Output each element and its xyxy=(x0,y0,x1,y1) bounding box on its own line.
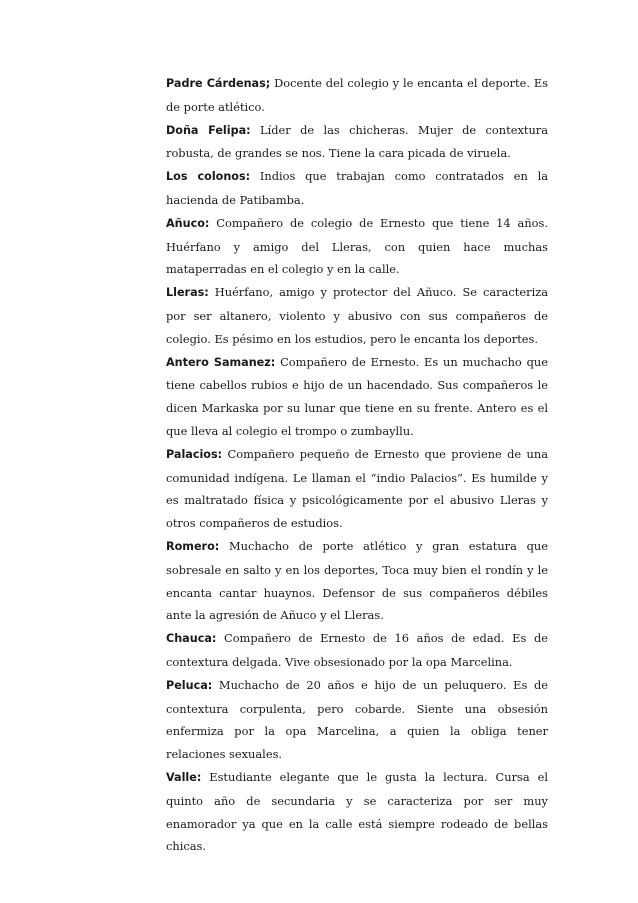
character-description: Compañero de Ernesto. Es un muchacho que tiene cabellos rubios e hijo de un hacendado. Sus compañeros le dicen Markaska por su lunar que tiene en su frente. Antero es el que lleva al colegio el trompo o zumbayllu. xyxy=(166,354,548,438)
character-name: Los colonos: xyxy=(166,170,251,184)
character-entry-peluca xyxy=(166,674,548,766)
character-description: Huérfano, amigo y protector del Añuco. Se caracteriza por ser altanero, violento y abusivo con sus compañeros de colegio. Es pésimo en los estudios, pero le encanta los deportes. xyxy=(166,285,549,346)
character-entry-romero xyxy=(166,535,548,627)
character-entry-padre-cardenas xyxy=(166,72,548,119)
character-name: Romero: xyxy=(166,539,220,553)
character-description: Muchacho de 20 años e hijo de un peluquero. Es de contextura corpulenta, pero cobarde. Siente una obsesión enfermiza por la opa Marcelina, a quien la obliga tener relaciones sexuales. xyxy=(166,677,548,762)
character-entry-anuco xyxy=(166,212,548,281)
character-name: Peluca: xyxy=(166,678,213,692)
character-description: Estudiante elegante que le gusta la lectura. Cursa el quinto año de secundaria y se caracteriza por ser muy enamorador ya que en la calle está siempre rodeado de bellas chicas. xyxy=(166,769,548,854)
character-entry-antero-samanez xyxy=(166,351,548,443)
character-name: Lleras: xyxy=(166,286,209,300)
character-description: Compañero de Ernesto de 16 años de edad. Es de contextura delgada. Vive obsesionado por la opa Marcelina. xyxy=(166,631,548,669)
character-description: Indios que trabajan como contratados en la hacienda de Patibamba. xyxy=(166,169,549,207)
character-entry-chauca xyxy=(166,627,548,674)
character-description: Compañero pequeño de Ernesto que proviene de una comunidad indígena. Le llaman el “indio Palacios”. Es humilde y es maltratado física y psicológicamente por el abusivo Lleras y otros compañeros de estudios. xyxy=(166,446,548,531)
character-entry-lleras xyxy=(166,281,548,350)
character-list xyxy=(166,72,548,858)
character-name: Padre Cárdenas; xyxy=(166,77,271,90)
character-description: Compañero de colegio de Ernesto que tiene 14 años. Huérfano y amigo del Lleras, con quien hace muchas mataperradas en el colegio y en la calle. xyxy=(166,215,548,277)
character-entry-los-colonos xyxy=(166,165,548,212)
character-name: Antero Samanez: xyxy=(166,355,276,369)
character-entry-palacios xyxy=(166,443,548,535)
character-description: Docente del colegio y le encanta el deporte. Es de porte atlético. xyxy=(166,76,548,114)
character-name: Chauca: xyxy=(166,632,217,646)
character-entry-valle xyxy=(166,766,548,858)
character-name: Palacios: xyxy=(166,447,223,461)
character-name: Añuco: xyxy=(166,216,210,230)
character-entry-dona-felipa xyxy=(166,119,548,166)
character-description: Líder de las chicheras. Mujer de contextura robusta, de grandes se nos. Tiene la cara picada de viruela. xyxy=(166,122,549,161)
character-description: Muchacho de porte atlético y gran estatura que sobresale en salto y en los deportes, Toca muy bien el rondín y le encanta cantar huaynos. Defensor de sus compañeros débiles ante la agresión de Añuco y el Lleras. xyxy=(166,538,548,623)
character-name: Valle: xyxy=(166,770,202,784)
character-name: Doña Felipa: xyxy=(166,123,251,137)
